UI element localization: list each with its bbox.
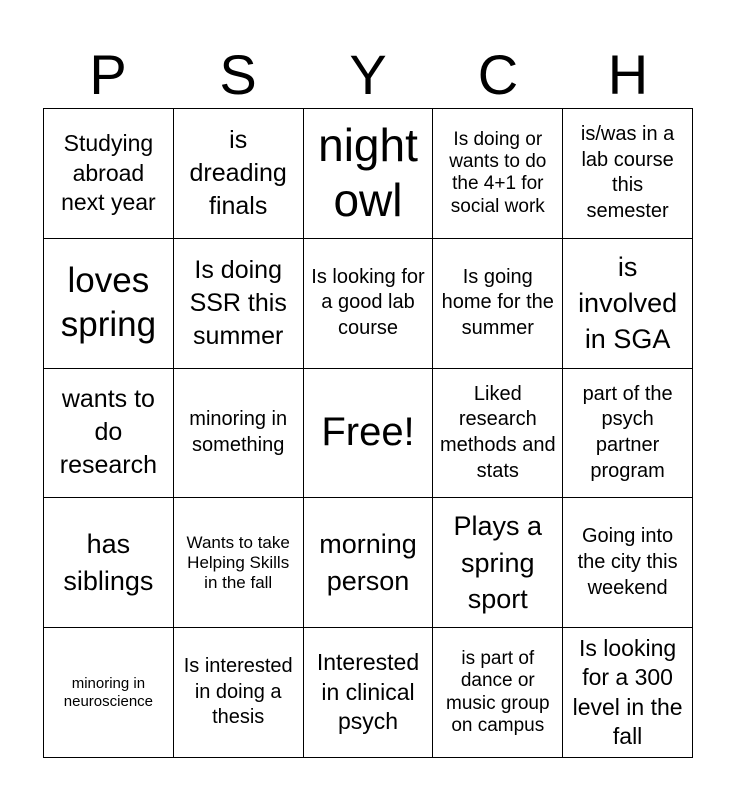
- bingo-cell-text: part of the psych partner program: [582, 382, 673, 482]
- bingo-cell-r3c1[interactable]: [44, 369, 174, 499]
- bingo-cell-r2c1[interactable]: [44, 239, 174, 369]
- bingo-cell-r4c5[interactable]: [563, 498, 693, 628]
- bingo-cell-r2c5[interactable]: [563, 239, 693, 369]
- bingo-cell-text: Is doing SSR this summer: [189, 255, 287, 350]
- bingo-cell-r1c2[interactable]: [174, 109, 304, 239]
- bingo-cell-text: minoring in neuroscience: [63, 674, 154, 710]
- bingo-cell-text: is involved in SGA: [578, 251, 678, 355]
- bingo-cell-text: Is interested in doing a thesis: [183, 655, 293, 729]
- bingo-cell-r5c5[interactable]: [563, 628, 693, 758]
- bingo-cell-r3c5[interactable]: [563, 369, 693, 499]
- bingo-cell-r2c4[interactable]: [433, 239, 563, 369]
- bingo-cell-text: is part of dance or music group on campus: [446, 647, 550, 736]
- bingo-cell-text: Liked research methods and stats: [439, 382, 556, 482]
- bingo-cell-r2c2[interactable]: [174, 239, 304, 369]
- bingo-cell-text: has siblings: [63, 529, 154, 596]
- bingo-cell-text: Is going home for the summer: [441, 265, 554, 339]
- bingo-cell-text: is/was in a lab course this semester: [580, 123, 675, 222]
- bingo-cell-text: loves spring: [60, 261, 157, 345]
- bingo-cell-text: Going into the city this weekend: [577, 525, 678, 599]
- bingo-cell-r3c4[interactable]: [433, 369, 563, 499]
- bingo-cell-text: is dreading finals: [189, 125, 287, 220]
- header-letter-s: S: [219, 43, 257, 106]
- bingo-cell-r1c3[interactable]: [304, 109, 434, 239]
- bingo-cell-r5c2[interactable]: [174, 628, 304, 758]
- bingo-cell-r1c1[interactable]: [44, 109, 174, 239]
- header-letter-y: Y: [349, 43, 387, 106]
- bingo-cell-text: wants to do research: [59, 385, 158, 480]
- bingo-cell-r4c3[interactable]: [304, 498, 434, 628]
- bingo-cell-text: Wants to take Helping Skills in the fall: [186, 532, 290, 592]
- bingo-header: [43, 40, 693, 110]
- bingo-cell-r2c3[interactable]: [304, 239, 434, 369]
- bingo-grid: [43, 108, 693, 758]
- bingo-cell-text: Interested in clinical psych: [316, 649, 420, 735]
- bingo-cell-text: minoring in something: [189, 408, 288, 456]
- bingo-cell-text: night owl: [318, 119, 418, 227]
- bingo-cell-r4c2[interactable]: [174, 498, 304, 628]
- free-space-cell[interactable]: [304, 369, 434, 499]
- bingo-cell-text: Is looking for a good lab course: [311, 265, 425, 339]
- bingo-cell-text: Plays a spring sport: [453, 511, 543, 614]
- header-letter-h: H: [607, 43, 649, 106]
- bingo-cell-r4c4[interactable]: [433, 498, 563, 628]
- bingo-cell-text: morning person: [319, 529, 417, 596]
- bingo-cell-r5c3[interactable]: [304, 628, 434, 758]
- bingo-cell-r5c1[interactable]: [44, 628, 174, 758]
- bingo-cell-r5c4[interactable]: [433, 628, 563, 758]
- bingo-cell-r1c5[interactable]: [563, 109, 693, 239]
- header-letter-c: C: [477, 43, 519, 106]
- bingo-cell-r1c4[interactable]: [433, 109, 563, 239]
- header-letter-p: P: [89, 43, 127, 106]
- bingo-cell-text: Studying abroad next year: [61, 130, 156, 216]
- bingo-cell-text: Free!: [321, 410, 415, 455]
- bingo-cell-r3c2[interactable]: [174, 369, 304, 499]
- bingo-cell-text: Is looking for a 300 level in the fall: [572, 634, 683, 750]
- bingo-cell-text: Is doing or wants to do the 4+1 for social work: [449, 128, 547, 217]
- bingo-cell-r4c1[interactable]: [44, 498, 174, 628]
